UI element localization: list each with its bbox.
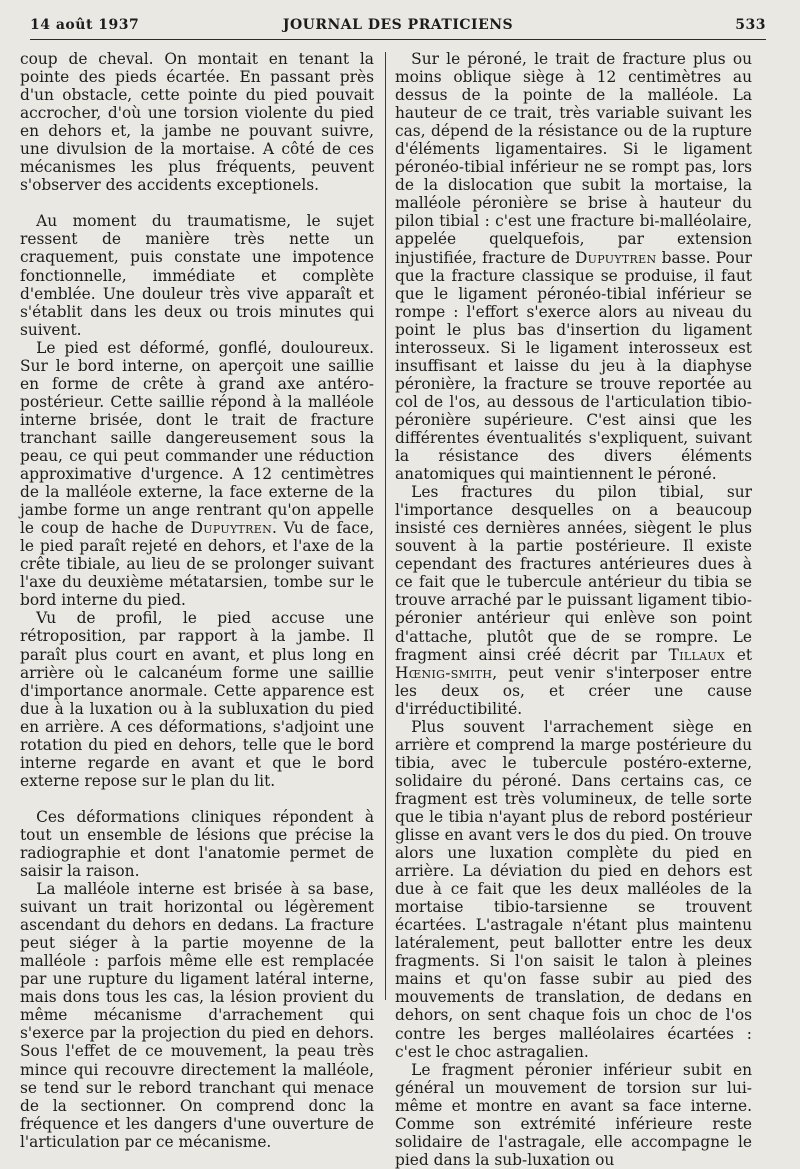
header-page-number: 533 bbox=[735, 17, 766, 33]
paragraph: coup de cheval. On montait en tenant la pointe des pieds écartée. En passant près d'un obstacle, cette pointe du pied pouvait accrocher, d'où une torsion violente du pied en dehors et, la jambe ne pouvant suivre, une divulsion de la mortaise. A côté de ces mécanismes les plus fréquents, peuvent s'observer des accidents exceptionels. bbox=[20, 50, 374, 195]
text-run: basse. Pour que la fracture classique se produise, il faut que le ligament péronéo-tibial inférieur se rompe : l'effort s'exerce alors au niveau du point le plus bas d'insertion du ligament interosseux. Si le ligament interosseux est insuffisant et laisse du jeu à la diaphyse péronière, la fracture se trouve reportée au col de l'os, au dessous de l'articulation tibio-péronière supérieure. C'est ainsi que les différentes éventualités s'expliquent, suivant la résistance des divers éléments anatomiques qui maintiennent le péroné. bbox=[395, 248, 752, 484]
text-run: et bbox=[725, 645, 753, 664]
left-column bbox=[20, 50, 374, 1151]
paragraph: La malléole interne est brisée à sa base, suivant un trait horizontal ou légèrement ascendant du dehors en dedans. La fracture peut siéger à la partie moyenne de la malléole : parfois même elle est remplacée par une rupture du ligament latéral interne, mais dons tous les cas, la lésion provient du même mécanisme d'arrachement qui s'exerce par la projection du pied en dehors. Sous l'effet de ce mouvement, la peau très mince qui recouvre directement la malléole, se tend sur le rebord tranchant qui menace de la sectionner. On comprend donc la fréquence et les dangers d'une ouverture de l'articulation par ce mécanisme. bbox=[20, 880, 374, 1151]
author-name: Hœnig-smith bbox=[395, 663, 493, 682]
paragraph: Plus souvent l'arrachement siège en arrière et comprend la marge postérieure du tibia, avec le tubercule postéro-externe, solidaire du péroné. Dans certains cas, ce fragment est très volumineux, de telle sorte que le tibia n'ayant plus de rebord postérieur glisse en avant vers le dos du pied. On trouve alors une luxation complète du pied en arrière. La déviation du pied en dehors est due à ce fait que les deux malléoles de la mortaise tibio-tarsienne se trouvent écartées. L'astragale n'étant plus maintenu latéralement, peut ballotter entre les deux fragments. Si l'on saisit le talon à pleines mains et qu'on fasse subir au pied des mouvements de translation, de dedans en dehors, on sent chaque fois un choc de l'os contre les berges malléolaires écartées : c'est le choc astragalien. bbox=[395, 717, 752, 1061]
author-name: Dupuytren bbox=[190, 519, 272, 538]
paragraph: Ces déformations cliniques répondent à tout un ensemble de lésions que précise la radiographie et dont l'anatomie permet de saisir la raison. bbox=[20, 807, 374, 881]
paragraph bbox=[395, 483, 752, 718]
paragraph: Au moment du traumatisme, le sujet ressent de manière très nette un craquement, puis constate une impotence fonctionnelle, immédiate et complète d'emblée. Une douleur très vive apparaît et s'établit dans les deux ou trois minutes qui suivent. bbox=[20, 212, 374, 339]
paragraph bbox=[20, 339, 374, 610]
header-journal-title: JOURNAL DES PRATICIENS bbox=[282, 17, 514, 33]
text-run: Les fractures du pilon tibial, sur l'importance desquelles on a beaucoup insisté ces dernières années, siègent le plus souvent à la partie postérieure. Il existe cependant des fractures antérieures dues à ce fait que le tubercule antérieur du tibia se trouve arraché par le puissant ligament tibio-péronier antérieur qui enlève son point d'attache, plutôt que de se rompre. Le fragment ainsi créé décrit par bbox=[395, 483, 752, 664]
right-column bbox=[395, 50, 752, 1169]
paragraph: Vu de profil, le pied accuse une rétroposition, par rapport à la jambe. Il paraît plus court en avant, et plus long en arrière où le calcanéum forme une saillie d'importance anormale. Cette apparence est due à la luxation ou à la subluxation du pied en arrière. A ces déformations, s'adjoint une rotation du pied en dehors, telle que le bord interne regarde en avant et que le bord externe repose sur le plan du lit. bbox=[20, 609, 374, 790]
header-date: 14 août 1937 bbox=[30, 17, 140, 33]
text-run: . Vu de face, le pied paraît rejeté en dehors, et l'axe de la crête tibiale, au lieu de se prolonger suivant l'axe du deuxième métatarsien, tombe sur le bord interne du pied. bbox=[20, 519, 374, 610]
column-divider bbox=[385, 52, 386, 1000]
author-name: Tillaux bbox=[668, 645, 726, 664]
text-run: Le pied est déformé, gonflé, douloureux. Sur le bord interne, on aperçoit une saillie en forme de crête à grand axe antéro-postérieur. Cette saillie répond à la malléole interne brisée, dont le trait de fracture tranchant saille dangereusement sous la peau, ce qui peut commander une réduction approximative d'urgence. A 12 centimètres de la malléole externe, la face externe de la jambe forme un ange rentrant qu'on appelle le coup de hache de bbox=[20, 338, 374, 538]
text-run: , peut venir s'interposer entre les deux os, et créer une cause d'irréductibilité. bbox=[395, 663, 752, 718]
page-header bbox=[30, 17, 766, 40]
author-name: Dupuytren bbox=[575, 248, 657, 267]
paragraph: Le fragment péronier inférieur subit en général un mouvement de torsion sur lui-même et montre en avant sa face interne. Comme son extrémité inférieure reste solidaire de l'astragale, elle accompagne le pied dans la sub-luxation ou bbox=[395, 1060, 752, 1169]
text-run: Sur le péroné, le trait de fracture plus ou moins oblique siège à 12 centimètres au dessus de la pointe de la malléole. La hauteur de ce trait, très variable suivant les cas, dépend de la résistance ou de la rupture d'éléments ligamentaires. Si le ligament péronéo-tibial inférieur ne se rompt pas, lors de la dislocation que subit la mortaise, la malléole péronière se brise à hauteur du pilon tibial : c'est une fracture bi-malléolaire, appelée quelquefois, par extension injustifiée, fracture de bbox=[395, 50, 752, 267]
paragraph bbox=[395, 50, 752, 483]
